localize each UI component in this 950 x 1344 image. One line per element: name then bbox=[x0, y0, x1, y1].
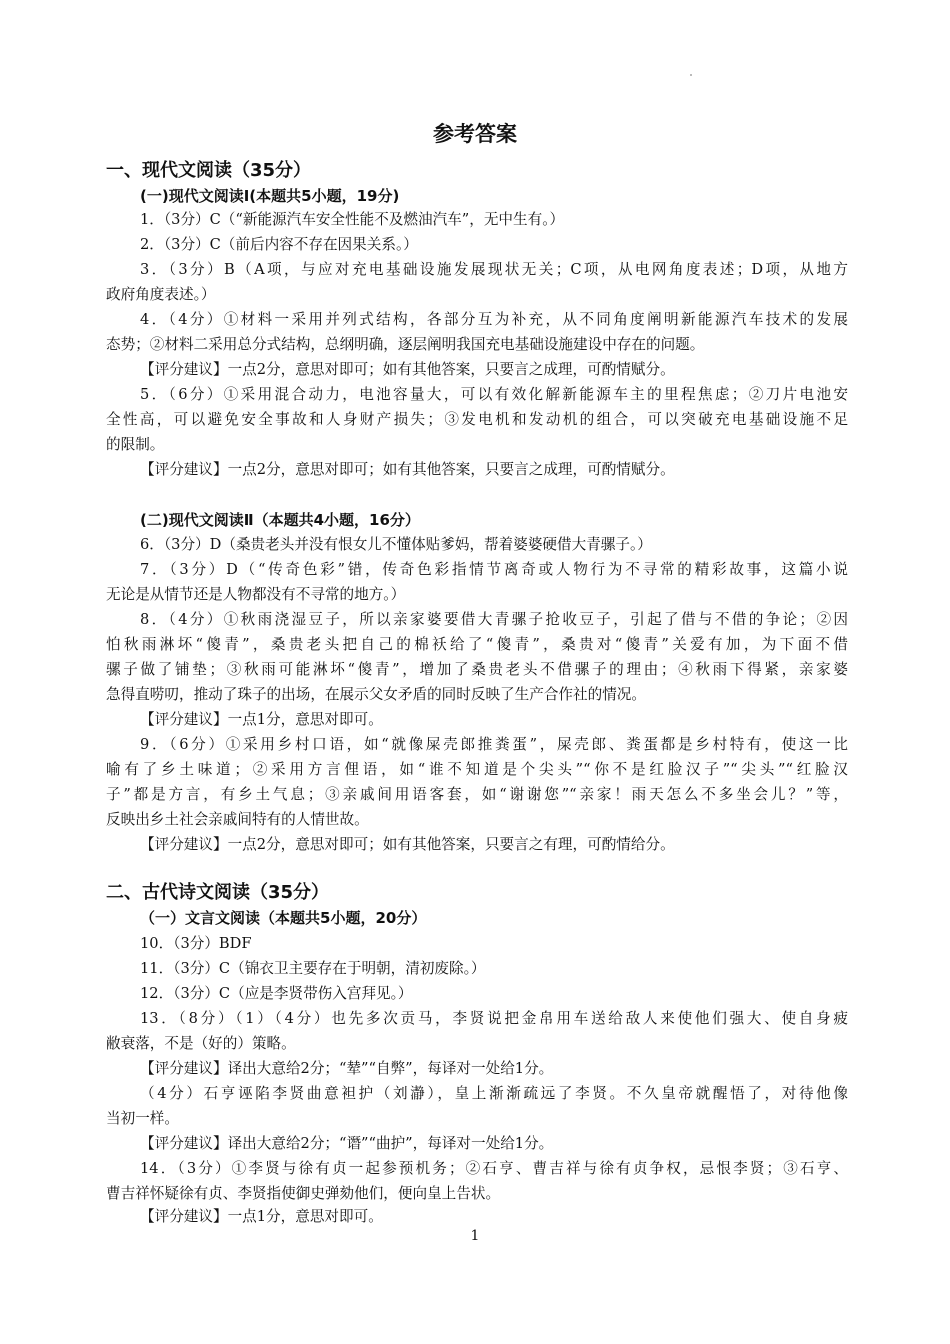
answer-line: 4．（4分）①材料一采用并列式结构，各部分互为补充，从不同角度阐明新能源汽车技术的发展 bbox=[140, 311, 848, 328]
subsection-heading-reading-2: (二)现代文阅读Ⅱ（本题共4小题，16分） bbox=[140, 511, 420, 529]
scoring-note: 【评分建议】一点2分，意思对即可；如有其他答案，只要言之有理，可酌情给分。 bbox=[140, 836, 675, 853]
answer-line: 政府角度表述。） bbox=[106, 286, 216, 303]
answer-line: 7．（3分）D（“传奇色彩”错，传奇色彩指情节离奇或人物行为不寻常的精彩故事，这篇小说 bbox=[140, 561, 848, 578]
answer-line: 13．（8分）（1）（4分）也先多次贡马，李贤说把金帛用车送给敌人来使他们强大、使自身疲 bbox=[140, 1010, 848, 1027]
answer-line: 急得直唠叨，推动了珠子的出场，在展示父女矛盾的同时反映了生产合作社的情况。 bbox=[106, 686, 646, 703]
answer-line: 3．（3分）B（A项，与应对充电基础设施发展现状无关；C项，从电网角度表述；D项，从地方 bbox=[140, 261, 848, 278]
answer-line: 的限制。 bbox=[106, 436, 165, 453]
answer-line: 喻有了乡土味道；②采用方言俚语，如“谁不知道是个尖头”“你不是红脸汉子”“尖头”“红脸汉 bbox=[106, 761, 848, 778]
answer-line: 敝衰落，不是（好的）策略。 bbox=[106, 1035, 296, 1052]
scan-dot bbox=[690, 74, 692, 76]
answer-line: 11．（3分）C（锦衣卫主要存在于明朝，清初废除。） bbox=[140, 960, 486, 977]
answer-line: 态势；②材料二采用总分式结构，总纲明确，逐层阐明我国充电基础设施建设中存在的问题。 bbox=[106, 336, 705, 353]
answer-line: 反映出乡土社会亲戚间特有的人情世故。 bbox=[106, 811, 369, 828]
answer-line: （4分）石亨诬陷李贤曲意袒护（刘瀞），皇上渐渐疏远了李贤。不久皇帝就醒悟了，对待他像 bbox=[140, 1085, 848, 1102]
section-heading-classical-reading: 二、古代诗文阅读（35分） bbox=[106, 882, 330, 903]
answer-line: 6．（3分）D（桑贵老头并没有恨女儿不懂体贴爹妈，帮着婆婆硬借大青骡子。） bbox=[140, 536, 652, 553]
page-number: 1 bbox=[470, 1228, 480, 1244]
answer-line: 5．（6分）①采用混合动力，电池容量大，可以有效化解新能源车主的里程焦虑；②刀片电池安 bbox=[140, 386, 848, 403]
scoring-note: 【评分建议】译出大意给2分；“谮”“曲护”，每译对一处给1分。 bbox=[140, 1135, 554, 1152]
answer-line: 2．（3分）C（前后内容不存在因果关系。） bbox=[140, 236, 418, 253]
answer-line: 10．（3分）BDF bbox=[140, 935, 252, 952]
subsection-heading-reading-1: (一)现代文阅读Ⅰ(本题共5小题，19分) bbox=[140, 187, 400, 205]
answer-line: 8．（4分）①秋雨浇湿豆子，所以亲家婆要借大青骡子抢收豆子，引起了借与不借的争论；②因 bbox=[140, 611, 848, 628]
answer-line: 12．（3分）C（应是李贤带伤入宫拜见。） bbox=[140, 985, 413, 1002]
answer-line: 当初一样。 bbox=[106, 1110, 179, 1127]
answer-line: 怕秋雨淋坏“傻青”，桑贵老头把自己的棉袄给了“傻青”，桑贵对“傻青”关爱有加，为下面不借 bbox=[106, 636, 848, 653]
answer-line: 曹吉祥怀疑徐有贞、李贤指使御史弹劾他们，便向皇上告状。 bbox=[106, 1185, 501, 1202]
answer-line: 9．（6分）①采用乡村口语，如“就像屎壳郎推粪蛋”，屎壳郎、粪蛋都是乡村特有，使这一比 bbox=[140, 736, 848, 753]
scoring-note: 【评分建议】一点1分，意思对即可。 bbox=[140, 1208, 383, 1225]
answer-line: 全性高，可以避免安全事故和人身财产损失；③发电机和发动机的组合，可以突破充电基础设施不足 bbox=[106, 411, 848, 428]
answer-line: 1．（3分）C（“新能源汽车安全性能不及燃油汽车”，无中生有。） bbox=[140, 211, 565, 228]
scoring-note: 【评分建议】一点2分，意思对即可；如有其他答案，只要言之成理，可酌情赋分。 bbox=[140, 361, 675, 378]
page-title: 参考答案 bbox=[433, 122, 517, 146]
scoring-note: 【评分建议】一点2分，意思对即可；如有其他答案，只要言之成理，可酌情赋分。 bbox=[140, 461, 675, 478]
answer-line: 14．（3分）①李贤与徐有贞一起参预机务；②石亨、曹吉祥与徐有贞争权，忌恨李贤；③石亨、 bbox=[140, 1160, 848, 1177]
answer-line: 骡子做了铺垫；③秋雨可能淋坏“傻青”，增加了桑贵老头不借骡子的理由；④秋雨下得紧，亲家婆 bbox=[106, 661, 848, 678]
scoring-note: 【评分建议】译出大意给2分；“辇”“自弊”，每译对一处给1分。 bbox=[140, 1060, 554, 1077]
section-heading-modern-reading: 一、现代文阅读（35分） bbox=[106, 160, 312, 181]
subsection-heading-classical-prose: （一）文言文阅读（本题共5小题，20分） bbox=[140, 909, 427, 927]
answer-line: 无论是从情节还是人物都没有不寻常的地方。） bbox=[106, 586, 406, 603]
answer-line: 子”都是方言，有乡土气息；③亲戚间用语客套，如“谢谢您”“亲家！雨天怎么不多坐会儿？”等， bbox=[106, 786, 848, 803]
scoring-note: 【评分建议】一点1分，意思对即可。 bbox=[140, 711, 383, 728]
